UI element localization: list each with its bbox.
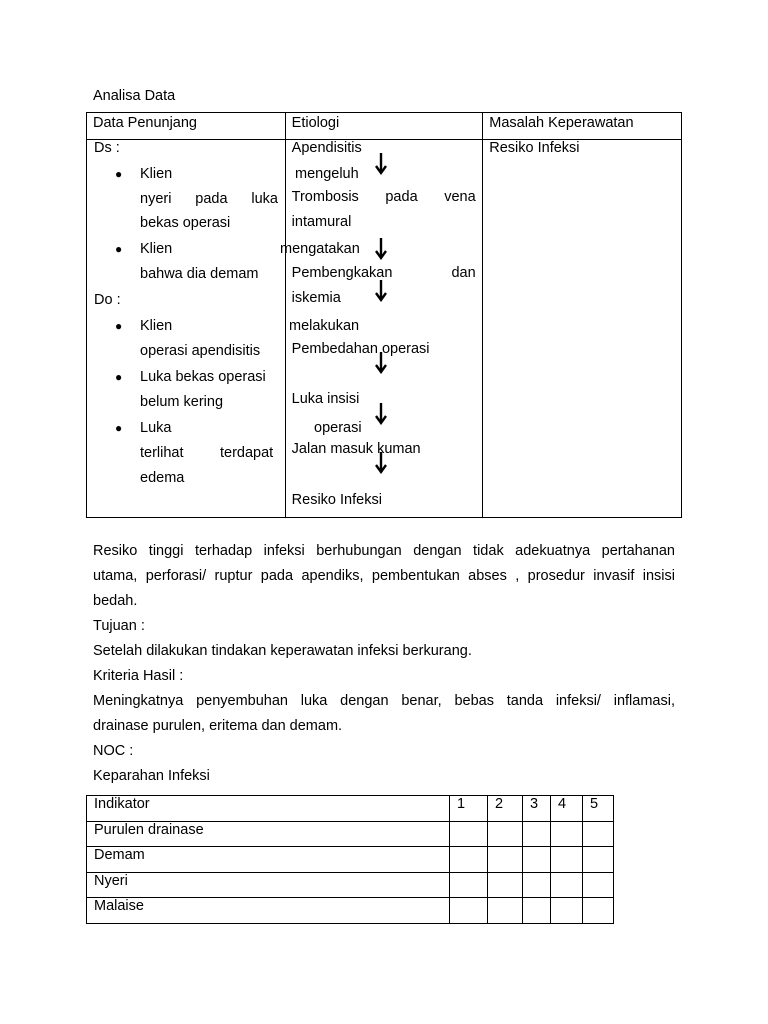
diagnosis-line: Resiko tinggi terhadap infeksi berhubungan dengan tidak adekuatnya pertahanan [93, 543, 675, 559]
bullet-icon: ● [115, 370, 123, 384]
do-item-3-line: edema [140, 470, 185, 486]
ds-item-1-line: nyeri pada luka [140, 191, 278, 207]
noc-header-scale: 3 [523, 796, 551, 822]
arrow-down-icon [375, 238, 387, 260]
table-row [87, 872, 614, 898]
etiologi-step: Pembedahan operasi [291, 341, 430, 357]
ds-item-2-word: Klien [140, 241, 173, 257]
diagnosis-line: utama, perforasi/ ruptur pada apendiks, pembentukan abses , prosedur invasif insisi [93, 568, 675, 584]
bullet-icon: ● [115, 421, 123, 435]
noc-indicator: Malaise [87, 898, 450, 924]
noc-header-scale: 4 [551, 796, 583, 822]
do-item-3-word: terlihat [140, 445, 184, 461]
score-cell[interactable] [583, 821, 614, 847]
noc-indicator: Demam [87, 847, 450, 873]
etiologi-step: Apendisitis [291, 140, 362, 156]
score-cell[interactable] [488, 872, 523, 898]
do-item-2-line: Luka bekas operasi [140, 369, 266, 385]
bullet-icon: ● [115, 242, 123, 256]
arrow-down-icon [375, 153, 387, 175]
ds-label: Ds : [94, 140, 120, 156]
header-data-penunjang: Data Penunjang [87, 113, 286, 140]
arrow-down-icon [375, 452, 387, 474]
arrow-down-icon [375, 352, 387, 374]
score-cell[interactable] [523, 872, 551, 898]
noc-header-scale: 2 [488, 796, 523, 822]
score-cell[interactable] [488, 898, 523, 924]
score-cell[interactable] [450, 898, 488, 924]
score-cell[interactable] [450, 847, 488, 873]
masalah-text: Resiko Infeksi [489, 140, 580, 156]
do-item-3-word: Luka [140, 420, 172, 436]
score-cell[interactable] [488, 821, 523, 847]
table-row [87, 898, 614, 924]
noc-table [86, 795, 614, 924]
table-row [87, 847, 614, 873]
etiologi-step: intamural [291, 214, 352, 230]
score-cell[interactable] [583, 872, 614, 898]
do-label: Do : [94, 292, 121, 308]
tujuan-text: Setelah dilakukan tindakan keperawatan infeksi berkurang. [93, 643, 472, 659]
noc-header-scale: 5 [583, 796, 614, 822]
score-cell[interactable] [551, 847, 583, 873]
do-item-1-word: melakukan [289, 318, 360, 334]
score-cell[interactable] [523, 847, 551, 873]
arrow-down-icon [375, 280, 387, 302]
do-item-1-line: operasi apendisitis [140, 343, 261, 359]
noc-title: Keparahan Infeksi [93, 768, 210, 784]
arrow-down-icon [375, 403, 387, 425]
score-cell[interactable] [450, 821, 488, 847]
score-cell[interactable] [523, 898, 551, 924]
score-cell[interactable] [583, 847, 614, 873]
do-item-1-word: Klien [140, 318, 173, 334]
table-row [87, 821, 614, 847]
section-title: Analisa Data [93, 88, 176, 104]
masalah-cell [483, 140, 682, 518]
etiologi-step: iskemia [291, 290, 341, 306]
do-item-3-word: operasi [314, 420, 362, 436]
kriteria-line: Meningkatnya penyembuhan luka dengan benar, bebas tanda infeksi/ inflamasi, [93, 693, 675, 709]
do-item-2-line: belum kering [140, 394, 224, 410]
score-cell[interactable] [551, 898, 583, 924]
score-cell[interactable] [488, 847, 523, 873]
header-etiologi: Etiologi [285, 113, 483, 140]
etiologi-step: Luka insisi [291, 391, 360, 407]
diagnosis-line: bedah. [93, 593, 138, 609]
bullet-icon: ● [115, 319, 123, 333]
analysis-table [86, 112, 682, 518]
score-cell[interactable] [523, 821, 551, 847]
score-cell[interactable] [551, 821, 583, 847]
ds-item-2-word: mengatakan [280, 241, 360, 257]
ds-item-2-line: bahwa dia demam [140, 266, 259, 282]
ds-item-1-word: Klien [140, 166, 173, 182]
do-item-3-word: terdapat [220, 445, 274, 461]
noc-header-indikator: Indikator [87, 796, 450, 822]
header-masalah: Masalah Keperawatan [483, 113, 682, 140]
noc-header-scale: 1 [450, 796, 488, 822]
score-cell[interactable] [450, 872, 488, 898]
score-cell[interactable] [583, 898, 614, 924]
etiologi-step: Jalan masuk kuman [291, 441, 421, 457]
score-cell[interactable] [551, 872, 583, 898]
etiologi-step: Resiko Infeksi [291, 492, 382, 508]
tujuan-label: Tujuan : [93, 618, 145, 634]
etiologi-step: Pembengkakan dan [291, 265, 476, 281]
ds-item-1-word: mengeluh [295, 166, 359, 182]
noc-indicator: Nyeri [87, 872, 450, 898]
noc-indicator: Purulen drainase [87, 821, 450, 847]
kriteria-label: Kriteria Hasil : [93, 668, 184, 684]
etiologi-step: Trombosis pada vena [291, 189, 476, 205]
ds-item-1-line: bekas operasi [140, 215, 231, 231]
etiologi-cell [285, 140, 483, 518]
kriteria-line: drainase purulen, eritema dan demam. [93, 718, 343, 734]
bullet-icon: ● [115, 167, 123, 181]
noc-label: NOC : [93, 743, 134, 759]
